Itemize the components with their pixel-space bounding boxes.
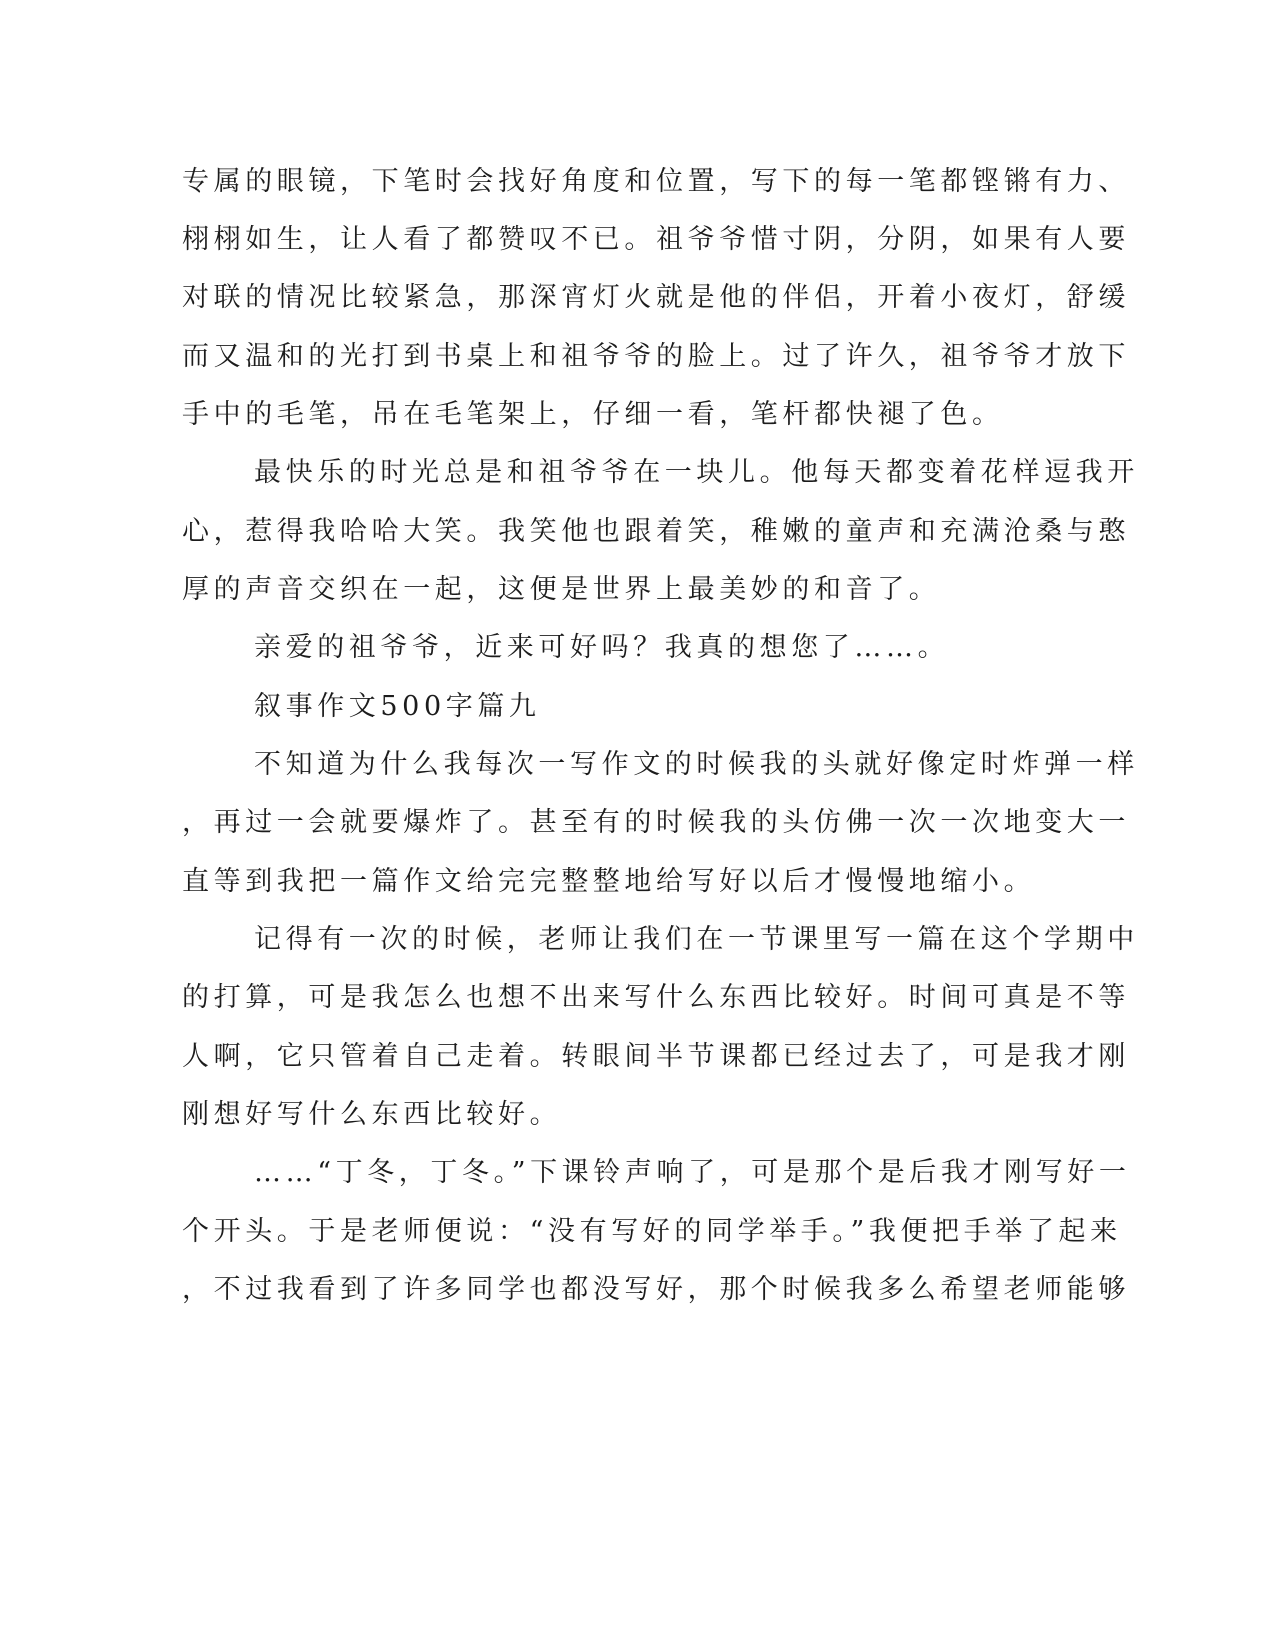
text-line: 直等到我把一篇作文给完完整整地给写好以后才慢慢地缩小。	[182, 866, 1036, 897]
text-line: 个开头。于是老师便说：“没有写好的同学举手。”我便把手举了起来	[182, 1216, 1122, 1247]
text-line: 刚想好写什么东西比较好。	[182, 1099, 562, 1130]
text-line: 专属的眼镜，下笔时会找好角度和位置，写下的每一笔都铿锵有力、	[182, 166, 1130, 197]
paragraph-start: ……“丁冬，丁冬。”下课铃声响了，可是那个是后我才刚写好一	[254, 1157, 1131, 1188]
text-line: ，不过我看到了许多同学也都没写好，那个时候我多么希望老师能够	[182, 1274, 1130, 1305]
text-line: 栩栩如生，让人看了都赞叹不已。祖爷爷惜寸阴，分阴，如果有人要	[182, 224, 1130, 255]
paragraph-start: 亲爱的祖爷爷，近来可好吗？我真的想您了……。	[254, 632, 950, 663]
paragraph-start: 最快乐的时光总是和祖爷爷在一块儿。他每天都变着花样逗我开	[254, 457, 1139, 488]
text-line: 心，惹得我哈哈大笑。我笑他也跟着笑，稚嫩的童声和充满沧桑与憨	[182, 516, 1130, 547]
text-line: 厚的声音交织在一起，这便是世界上最美妙的和音了。	[182, 574, 941, 605]
text-line: 而又温和的光打到书桌上和祖爷爷的脸上。过了许久，祖爷爷才放下	[182, 341, 1130, 372]
text-line: 的打算，可是我怎么也想不出来写什么东西比较好。时间可真是不等	[182, 982, 1130, 1013]
text-line: ，再过一会就要爆炸了。甚至有的时候我的头仿佛一次一次地变大一	[182, 807, 1130, 838]
section-heading: 叙事作文500字篇九	[254, 691, 541, 722]
text-line: 人啊，它只管着自己走着。转眼间半节课都已经过去了，可是我才刚	[182, 1041, 1130, 1072]
text-line: 手中的毛笔，吊在毛笔架上，仔细一看，笔杆都快褪了色。	[182, 399, 1004, 430]
paragraph-start: 不知道为什么我每次一写作文的时候我的头就好像定时炸弹一样	[254, 749, 1139, 780]
paragraph-start: 记得有一次的时候，老师让我们在一节课里写一篇在这个学期中	[254, 924, 1139, 955]
text-line: 对联的情况比较紧急，那深宵灯火就是他的伴侣，开着小夜灯，舒缓	[182, 282, 1130, 313]
